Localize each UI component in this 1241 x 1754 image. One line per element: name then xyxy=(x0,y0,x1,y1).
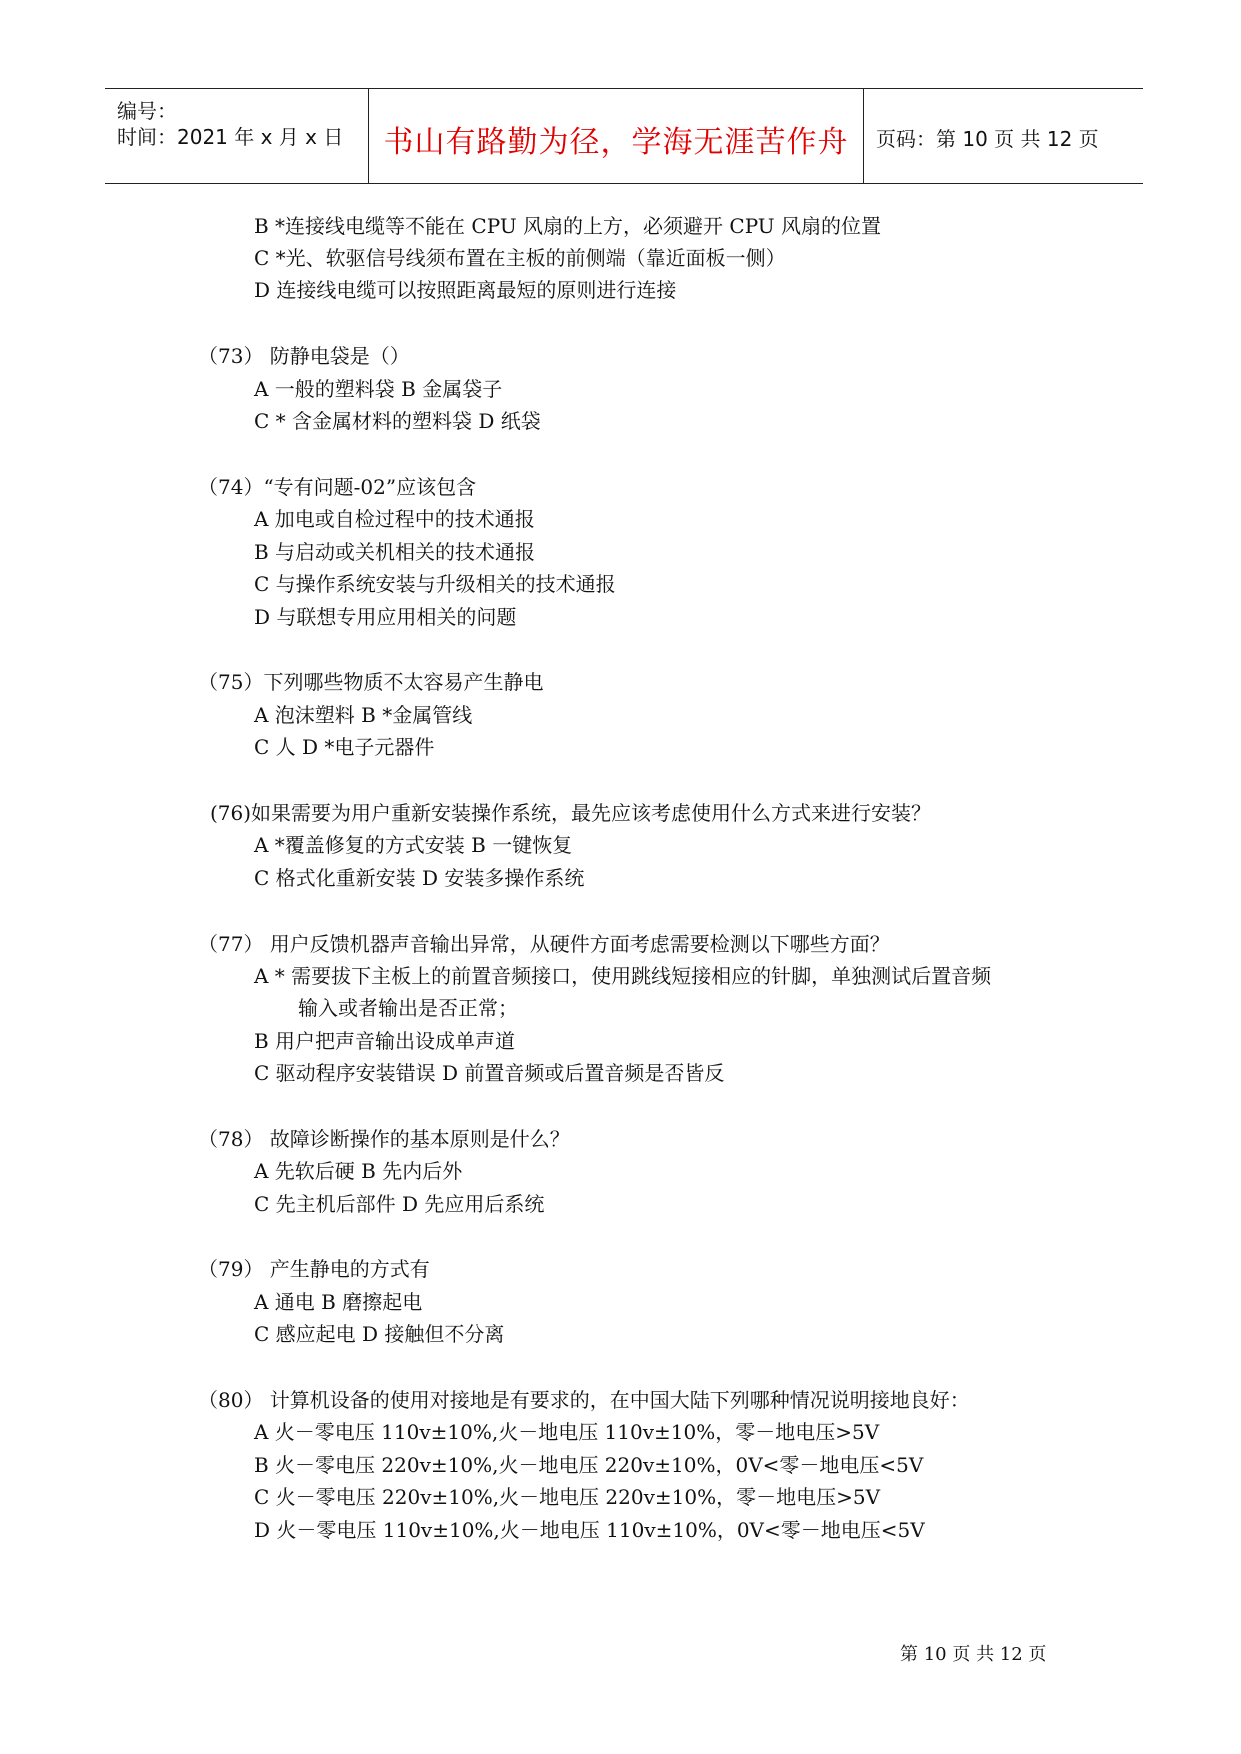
question-76-options-row1: A *覆盖修复的方式安装 B 一键恢复 xyxy=(254,833,573,857)
question-77-options-cd: C 驱动程序安装错误 D 前置音频或后置音频是否皆反 xyxy=(254,1061,725,1085)
question-74-option-b: B 与启动或关机相关的技术通报 xyxy=(254,540,536,564)
header-motto: 书山有路勤为径，学海无涯苦作舟 xyxy=(383,125,849,160)
question-77-option-a-continued: 输入或者输出是否正常； xyxy=(298,996,518,1020)
question-74-stem: （74）“专有问题-02”应该包含 xyxy=(198,475,477,499)
question-73-options-row1: A 一般的塑料袋 B 金属袋子 xyxy=(254,377,503,401)
question-76-options-row2: C 格式化重新安装 D 安装多操作系统 xyxy=(254,866,585,890)
question-78-options-row2: C 先主机后部件 D 先应用后系统 xyxy=(254,1192,545,1216)
question-77-option-b: B 用户把声音输出设成单声道 xyxy=(254,1029,516,1053)
question-75-options-row2: C 人 D *电子元器件 xyxy=(254,735,435,759)
question-76-stem: (76)如果需要为用户重新安装操作系统，最先应该考虑使用什么方式来进行安装？ xyxy=(210,801,932,825)
question-80-option-a: A 火－零电压 110v±10%,火－地电压 110v±10%，零－地电压>5V xyxy=(254,1420,880,1444)
question-80-option-d: D 火－零电压 110v±10%,火－地电压 110v±10%，0V<零－地电压<5V xyxy=(254,1518,925,1542)
question-74-option-a: A 加电或自检过程中的技术通报 xyxy=(254,507,535,531)
question-80-option-c: C 火－零电压 220v±10%,火－地电压 220v±10%，零－地电压>5V xyxy=(254,1485,881,1509)
question-78-options-row1: A 先软后硬 B 先内后外 xyxy=(254,1159,463,1183)
page-header xyxy=(105,88,1143,184)
question-80-option-b: B 火－零电压 220v±10%,火－地电压 220v±10%，0V<零－地电压<5V xyxy=(254,1453,924,1477)
question-79-stem: （79） 产生静电的方式有 xyxy=(198,1257,430,1281)
option-prev-c: C *光、软驱信号线须布置在主板的前侧端（靠近面板一侧） xyxy=(254,246,786,270)
question-77-stem: （77） 用户反馈机器声音输出异常，从硬件方面考虑需要检测以下哪些方面？ xyxy=(198,932,890,956)
document-time-label: 时间：2021 年 x 月 x 日 xyxy=(117,125,344,149)
header-page-cell xyxy=(864,89,1143,183)
question-80-stem: （80） 计算机设备的使用对接地是有要求的，在中国大陆下列哪种情况说明接地良好： xyxy=(198,1388,970,1412)
question-73-stem: （73） 防静电袋是（） xyxy=(198,344,410,368)
header-meta-cell xyxy=(105,89,369,183)
question-78-stem: （78） 故障诊断操作的基本原则是什么？ xyxy=(198,1127,570,1151)
option-prev-b: B *连接线电缆等不能在 CPU 风扇的上方，必须避开 CPU 风扇的位置 xyxy=(254,214,882,238)
question-79-options-row1: A 通电 B 磨擦起电 xyxy=(254,1290,423,1314)
question-75-stem: （75）下列哪些物质不太容易产生静电 xyxy=(198,670,544,694)
question-77-option-a: A * 需要拔下主板上的前置音频接口，使用跳线短接相应的针脚，单独测试后置音频 xyxy=(254,964,992,988)
question-74-option-d: D 与联想专用应用相关的问题 xyxy=(254,605,517,629)
document-number-label: 编号： xyxy=(117,99,177,123)
question-75-options-row1: A 泡沫塑料 B *金属管线 xyxy=(254,703,473,727)
header-motto-cell xyxy=(369,89,864,183)
question-73-options-row2: C * 含金属材料的塑料袋 D 纸袋 xyxy=(254,409,541,433)
page-footer: 第 10 页 共 12 页 xyxy=(900,1644,1047,1665)
header-page-number: 页码：第 10 页 共 12 页 xyxy=(876,127,1099,151)
question-79-options-row2: C 感应起电 D 接触但不分离 xyxy=(254,1322,505,1346)
option-prev-d: D 连接线电缆可以按照距离最短的原则进行连接 xyxy=(254,278,677,302)
question-74-option-c: C 与操作系统安装与升级相关的技术通报 xyxy=(254,572,616,596)
